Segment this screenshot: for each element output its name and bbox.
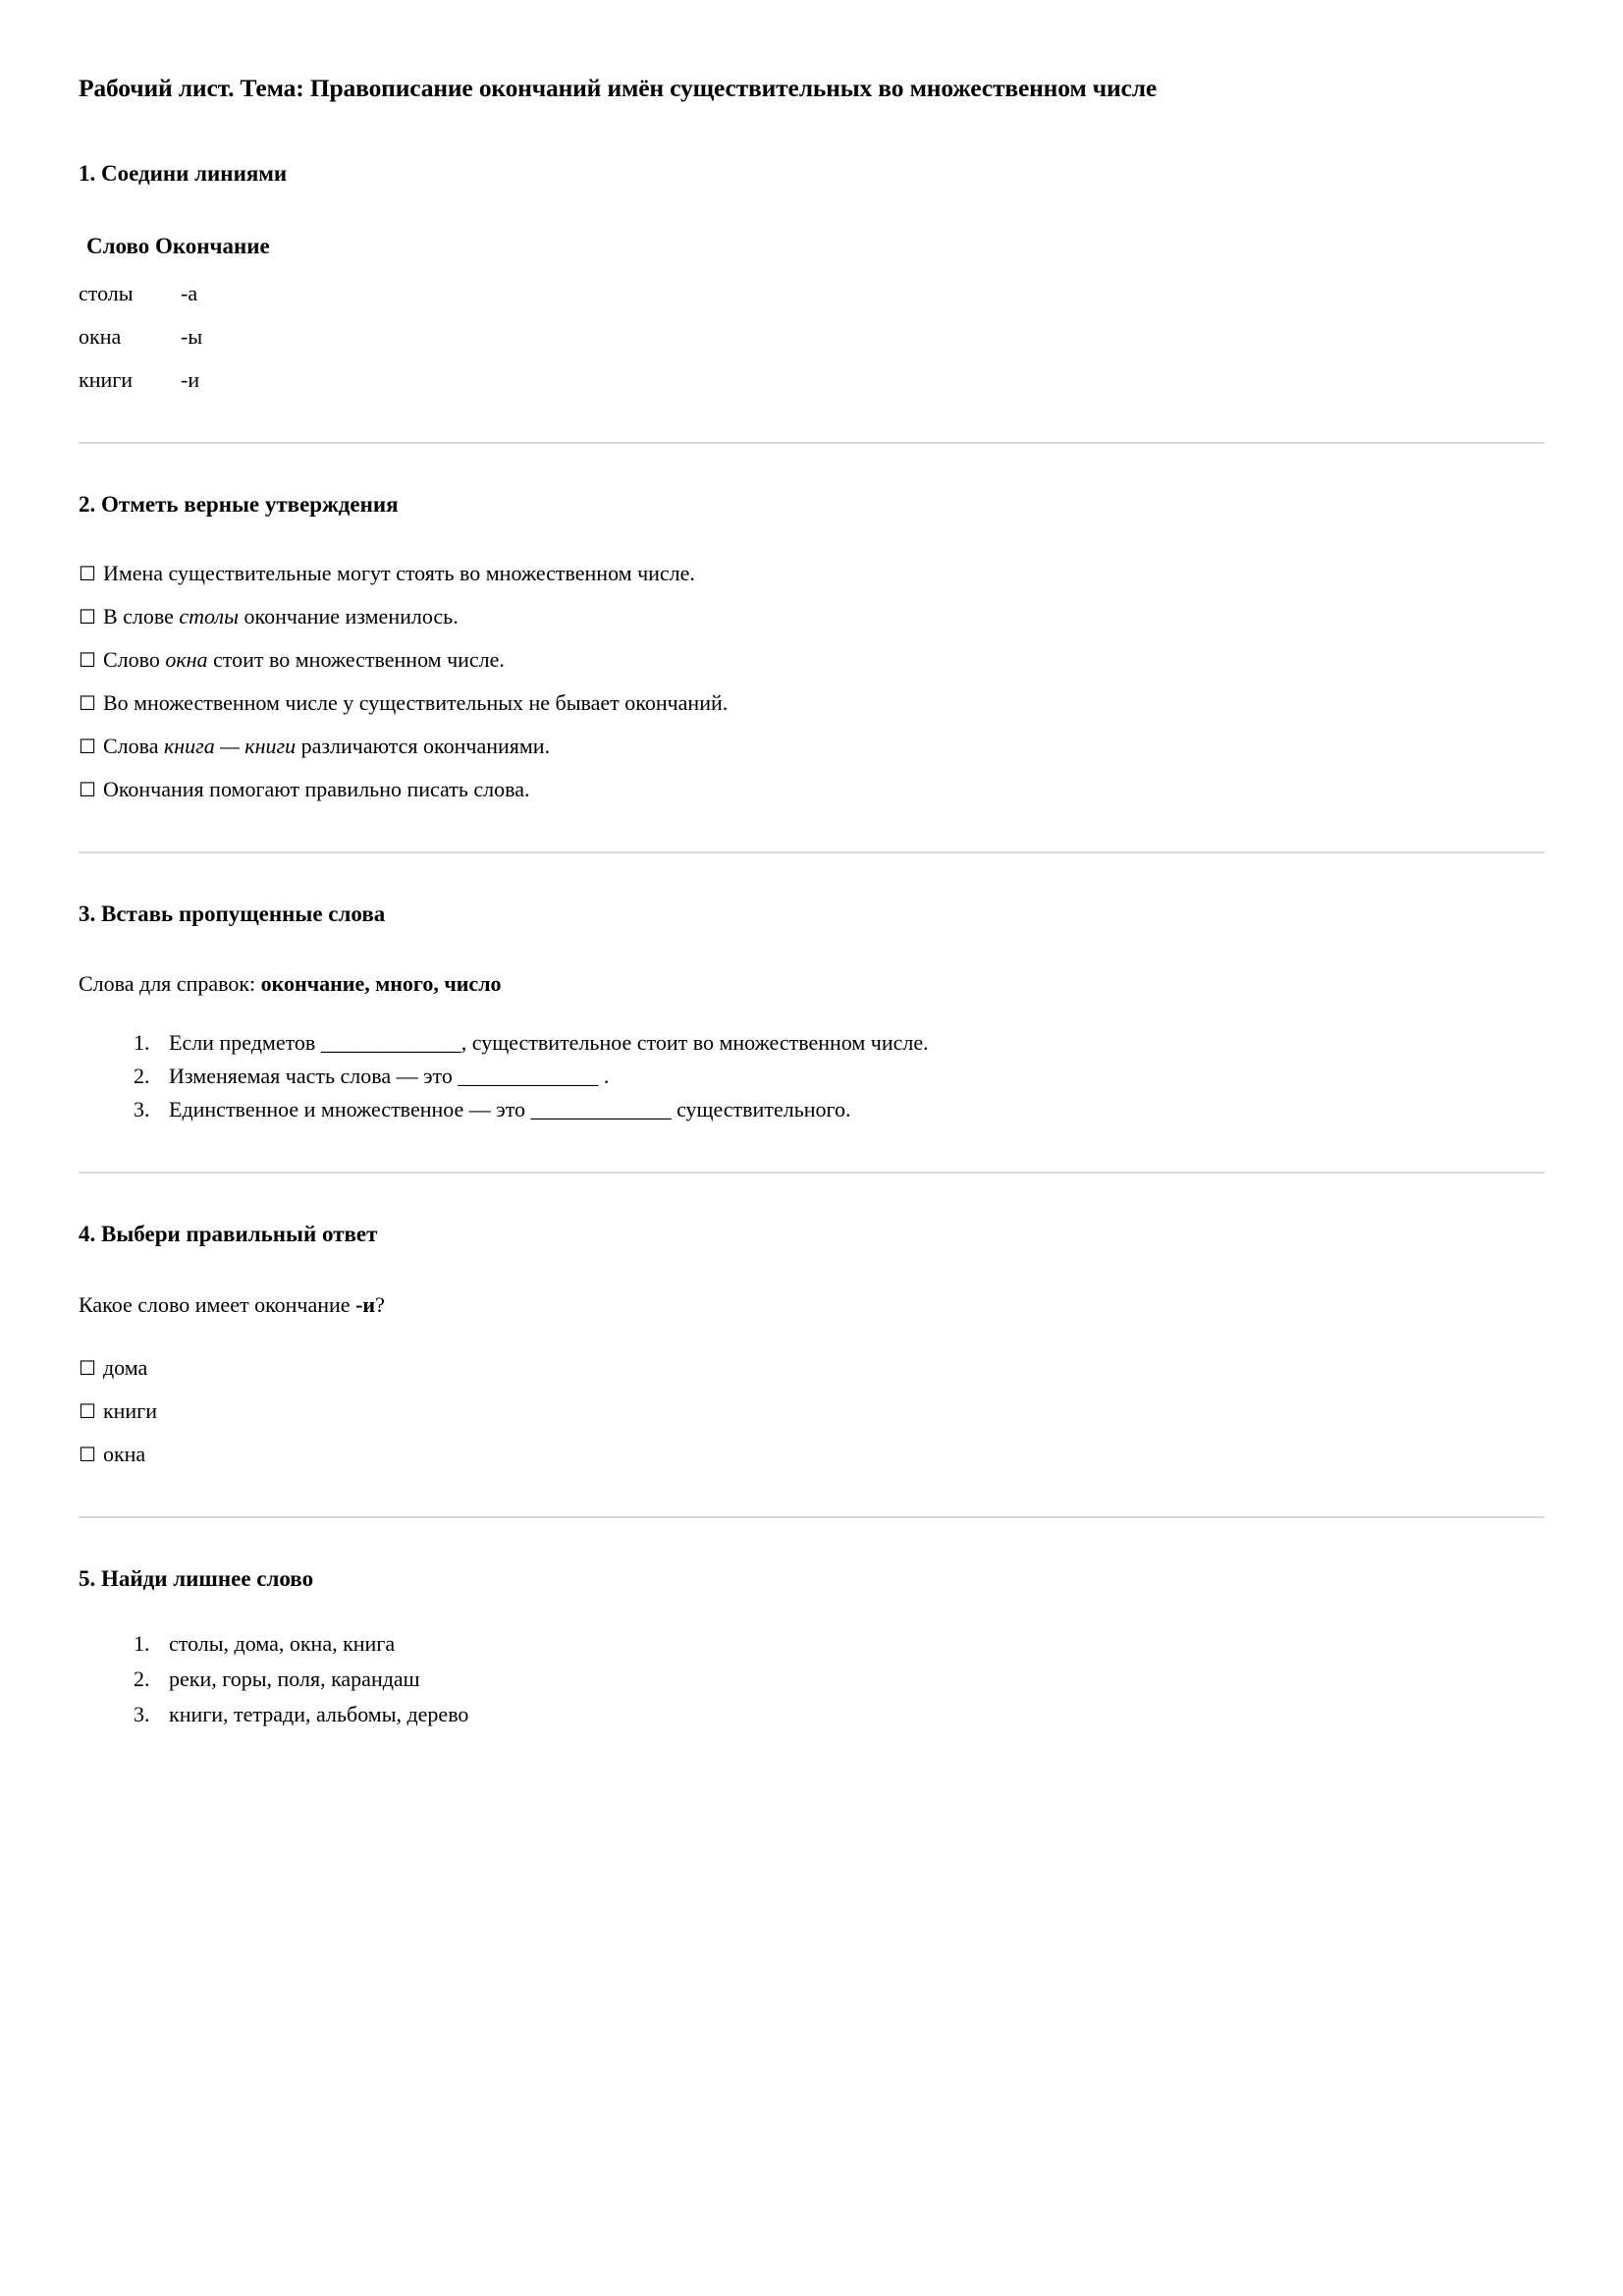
statement-text-after: стоит во множественном числе. bbox=[207, 646, 505, 672]
odd-one-out-item[interactable]: 2. реки, горы, поля, карандаш bbox=[155, 1668, 1544, 1690]
statement-text-before: Имена существительные могут стоять во множественном числе. bbox=[102, 560, 695, 585]
pair-ending[interactable]: -а bbox=[181, 280, 198, 305]
sentence-before-blank: Изменяемая часть слова — это bbox=[169, 1064, 459, 1089]
reference-words-line bbox=[79, 973, 1544, 995]
fill-in-blanks-list bbox=[79, 1032, 1544, 1121]
statement-text-before: Слова bbox=[102, 733, 164, 758]
answer-options-list bbox=[79, 1357, 1544, 1465]
checkbox-icon[interactable]: ☐ bbox=[79, 561, 96, 585]
odd-one-out-item[interactable]: 1. столы, дома, окна, книга bbox=[155, 1633, 1544, 1655]
statement-text-before: Окончания помогают правильно писать слова. bbox=[102, 776, 530, 801]
section-divider bbox=[79, 442, 1544, 444]
question-text-before: Какое слово имеет окончание bbox=[79, 1292, 356, 1318]
match-pair-row[interactable] bbox=[79, 366, 1544, 392]
match-pair-row[interactable] bbox=[79, 323, 1544, 349]
statement-text-italic: книга — книги bbox=[163, 733, 297, 758]
section-4-heading: 4. Выбери правильный ответ bbox=[79, 1222, 378, 1247]
checkbox-list-item[interactable] bbox=[79, 733, 1544, 758]
section-divider bbox=[79, 851, 1544, 853]
sentence-after-blank: существительного. bbox=[671, 1097, 851, 1122]
checkbox-icon[interactable]: ☐ bbox=[79, 604, 96, 629]
true-statements-list bbox=[79, 560, 1544, 801]
statement-text-before: Слово bbox=[102, 646, 166, 672]
answer-option-label: книги bbox=[102, 1398, 157, 1424]
statement-text-after: окончание изменилось. bbox=[239, 603, 459, 629]
section-1-heading: 1. Соедини линиями bbox=[79, 160, 288, 186]
sentence-after-blank: , существительное стоит во множественном числе. bbox=[460, 1030, 929, 1056]
checkbox-icon[interactable]: ☐ bbox=[79, 1399, 96, 1424]
pair-word[interactable]: книги bbox=[79, 366, 134, 392]
section-divider bbox=[79, 1172, 1544, 1174]
statement-text-italic: столы bbox=[179, 603, 239, 629]
blank-field[interactable]: _____________ bbox=[320, 1030, 461, 1056]
sentence-before-blank: Единственное и множественное — это bbox=[169, 1097, 531, 1122]
match-pair-row[interactable] bbox=[79, 280, 1544, 305]
checkbox-icon[interactable]: ☐ bbox=[79, 734, 96, 758]
checkbox-list-item[interactable] bbox=[79, 646, 1544, 672]
reference-words-values: окончание, много, число bbox=[260, 971, 502, 997]
answer-option-label: дома bbox=[102, 1355, 148, 1381]
answer-option-label: окна bbox=[102, 1442, 146, 1467]
checkbox-icon[interactable]: ☐ bbox=[79, 690, 96, 715]
checkbox-icon[interactable]: ☐ bbox=[79, 1443, 96, 1467]
odd-one-out-item[interactable]: 3. книги, тетради, альбомы, дерево bbox=[155, 1704, 1544, 1725]
pairs-column-header: Слово Окончание bbox=[86, 233, 270, 258]
checkbox-icon[interactable]: ☐ bbox=[79, 647, 96, 672]
answer-option[interactable] bbox=[79, 1357, 1544, 1379]
pair-ending[interactable]: -ы bbox=[181, 323, 203, 349]
section-divider bbox=[79, 1516, 1544, 1518]
odd-one-out-list bbox=[79, 1633, 1544, 1725]
sentence-after-blank: . bbox=[598, 1064, 610, 1089]
multiple-choice-question bbox=[79, 1294, 1544, 1316]
pair-word[interactable]: окна bbox=[79, 323, 122, 349]
answer-option[interactable] bbox=[79, 1444, 1544, 1465]
page-title: Рабочий лист. Тема: Правописание окончаний имён существительных во множественном числе bbox=[79, 74, 1158, 102]
statement-text-after: различаются окончаниями. bbox=[296, 733, 551, 758]
pair-word[interactable]: столы bbox=[79, 280, 134, 305]
pair-ending[interactable]: -и bbox=[181, 366, 200, 392]
fill-in-blank-item[interactable] bbox=[155, 1099, 1544, 1121]
match-pairs-block bbox=[79, 232, 1544, 391]
checkbox-icon[interactable]: ☐ bbox=[79, 1356, 96, 1381]
sentence-before-blank: Если предметов bbox=[169, 1030, 321, 1056]
answer-option[interactable] bbox=[79, 1400, 1544, 1422]
question-text-after: ? bbox=[375, 1292, 385, 1318]
blank-field[interactable]: _____________ bbox=[530, 1097, 672, 1122]
section-2-heading: 2. Отметь верные утверждения bbox=[79, 491, 399, 517]
statement-text-before: В слове bbox=[102, 603, 180, 629]
section-3-heading: 3. Вставь пропущенные слова bbox=[79, 901, 386, 926]
checkbox-icon[interactable]: ☐ bbox=[79, 777, 96, 801]
question-ending-bold: -и bbox=[355, 1292, 376, 1318]
section-5-heading: 5. Найди лишнее слово bbox=[79, 1566, 314, 1592]
reference-words-label: Слова для справок: bbox=[79, 971, 261, 997]
statement-text-before: Во множественном числе у существительных не бывает окончаний. bbox=[102, 689, 729, 715]
checkbox-list-item[interactable] bbox=[79, 603, 1544, 629]
checkbox-list-item[interactable] bbox=[79, 560, 1544, 585]
fill-in-blank-item[interactable] bbox=[155, 1066, 1544, 1087]
fill-in-blank-item[interactable] bbox=[155, 1032, 1544, 1054]
statement-text-italic: окна bbox=[165, 646, 208, 672]
checkbox-list-item[interactable] bbox=[79, 689, 1544, 715]
blank-field[interactable]: _____________ bbox=[458, 1064, 599, 1089]
checkbox-list-item[interactable] bbox=[79, 776, 1544, 801]
